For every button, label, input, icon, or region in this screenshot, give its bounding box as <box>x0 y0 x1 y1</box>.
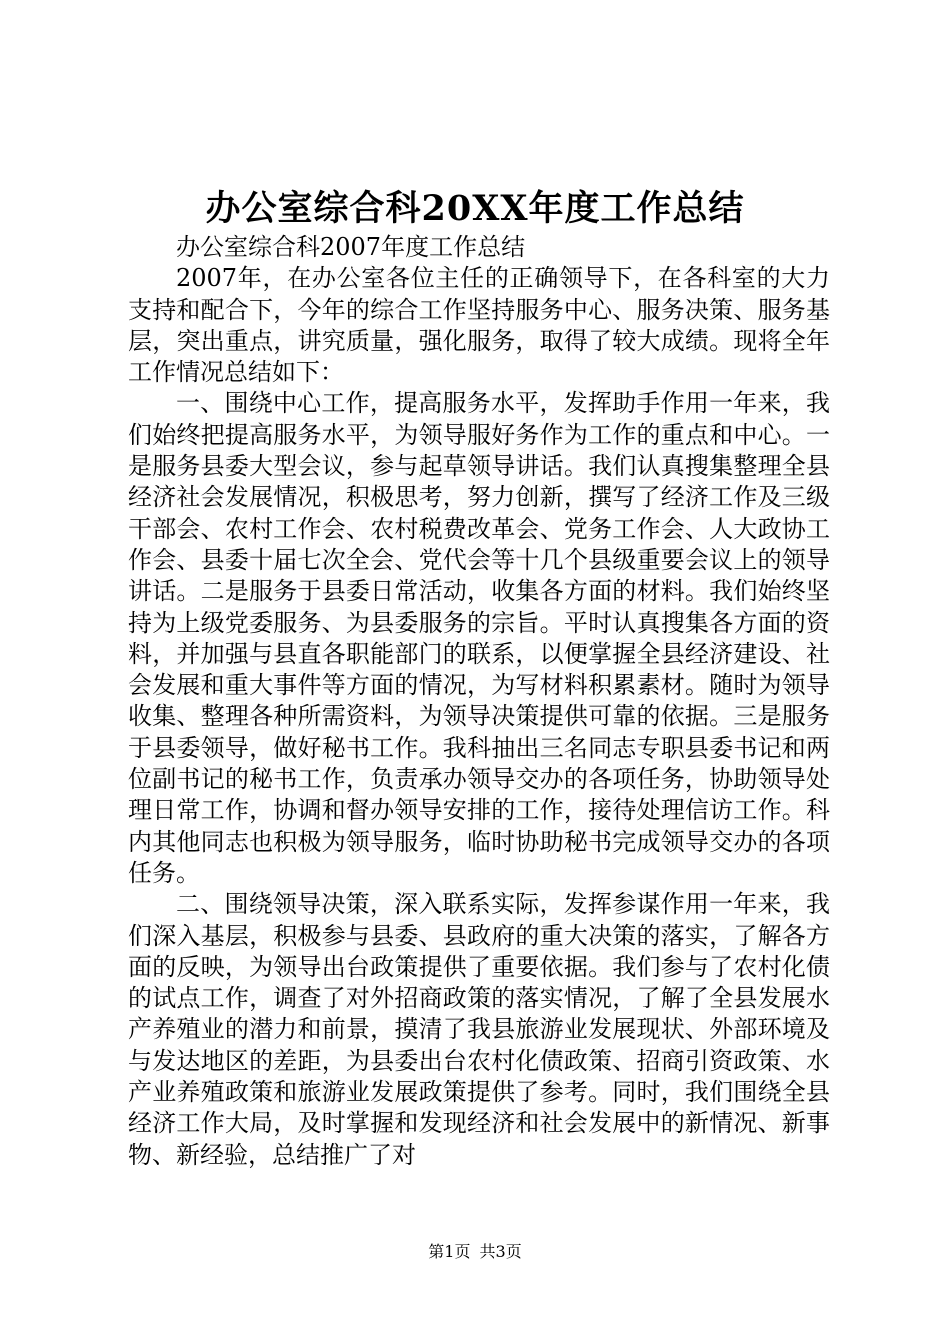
paragraph-subtitle: 办公室综合科2007年度工作总结 <box>176 233 526 261</box>
paragraph-intro: 2007年，在办公室各位主任的正确领导下，在各科室的大力支持和配合下，今年的综合工作坚持服务中心、服务决策、服务基层，突出重点，讲究质量，强化服务，取得了较大成绩。现将全年工作情况总结如下： <box>128 264 830 387</box>
document-body <box>128 232 830 1171</box>
paragraph-section-one: 一、围绕中心工作，提高服务水平，发挥助手作用一年来，我们始终把提高服务水平，为领导服好务作为工作的重点和中心。一是服务县委大型会议，参与起草领导讲话。我们认真搜集整理全县经济社会发展情况，积极思考，努力创新，撰写了经济工作及三级干部会、农村工作会、农村税费改革会、党务工作会、人大政协工作会、县委十届七次全会、党代会等十几个县级重要会议上的领导讲话。二是服务于县委日常活动，收集各方面的材料。我们始终坚持为上级党委服务、为县委服务的宗旨。平时认真搜集各方面的资料，并加强与县直各职能部门的联系，以便掌握全县经济建设、社会发展和重大事件等方面的情况，为写材料积累素材。随时为领导收集、整理各种所需资料，为领导决策提供可靠的依据。三是服务于县委领导，做好秘书工作。我科抽出三名同志专职县委书记和两位副书记的秘书工作，负责承办领导交办的各项任务，协助领导处理日常工作，协调和督办领导安排的工作，接待处理信访工作。科内其他同志也积极为领导服务，临时协助秘书完成领导交办的各项任务。 <box>128 389 830 887</box>
paragraph-section-two: 二、围绕领导决策，深入联系实际，发挥参谋作用一年来，我们深入基层，积极参与县委、县政府的重大决策的落实，了解各方面的反映，为领导出台政策提供了重要依据。我们参与了农村化债的试点工作，调查了对外招商政策的落实情况，了解了全县发展水产养殖业的潜力和前景，摸清了我县旅游业发展现状、外部环境及与发达地区的差距，为县委出台农村化债政策、招商引资政策、水产业养殖政策和旅游业发展政策提供了参考。同时，我们围绕全县经济工作大局，及时掌握和发现经济和社会发展中的新情况、新事物、新经验，总结推广了对 <box>128 890 830 1169</box>
page-footer: 第1页 共3页 <box>428 1242 522 1261</box>
document-title: 办公室综合科20XX年度工作总结 <box>205 188 745 229</box>
